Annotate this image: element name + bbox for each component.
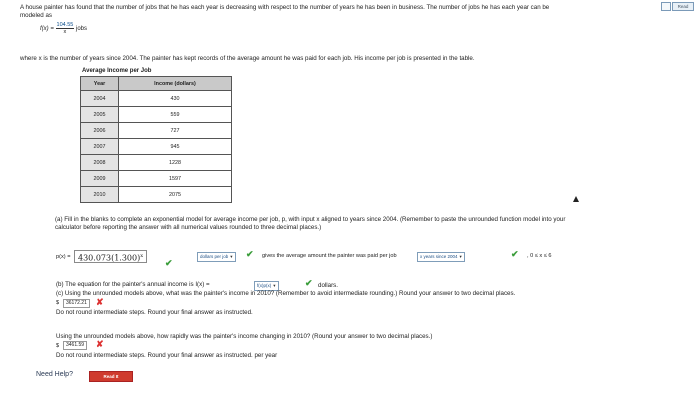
part-d-text: Using the unrounded models above, how rapidly was the painter's income changing in 2010? (Round your answer to two decimal places.) bbox=[56, 333, 433, 340]
gives-text: gives the average amount the painter was paid per job bbox=[262, 253, 397, 259]
cell-income: 2075 bbox=[118, 187, 231, 203]
chevron-down-icon: ▾ bbox=[273, 283, 276, 288]
p-model-input[interactable] bbox=[74, 250, 147, 263]
part-a-text: (a) Fill in the blanks to complete an exponential model for average income per job, p, with input x aligned to years since 2004. (Remember to paste the unrounded function model into your bbox=[55, 216, 566, 223]
rate-2010-input[interactable]: 3461.59 bbox=[63, 341, 87, 350]
part-a-text-line2: calculator before reporting the answer with all numerical values rounded to three decimal places.) bbox=[55, 224, 322, 231]
p-model-value: 430.073(1.300) bbox=[78, 253, 141, 263]
cell-income: 1597 bbox=[118, 171, 231, 187]
p-model-exponent: x bbox=[140, 253, 144, 259]
cell-income: 430 bbox=[118, 91, 231, 107]
cell-year: 2006 bbox=[81, 123, 119, 139]
part-d-note: Do not round intermediate steps. Round your final answer as instructed. per year bbox=[56, 352, 278, 359]
fx-denominator: x bbox=[63, 29, 67, 35]
units-select-value: dollars per job bbox=[200, 254, 229, 259]
check-icon: ✔ bbox=[305, 278, 313, 288]
cell-income: 1228 bbox=[118, 155, 231, 171]
check-icon: ✔ bbox=[165, 258, 173, 268]
table-row bbox=[81, 139, 232, 155]
chevron-down-icon: ▾ bbox=[459, 254, 462, 259]
header-income: Income (dollars) bbox=[118, 77, 231, 91]
problem-intro: A house painter has found that the number of jobs that he has each year is decreasing with respect to the number of years he has been in business. The number of jobs he has each year can be bbox=[20, 4, 550, 11]
incorrect-icon: ✘ bbox=[96, 297, 104, 307]
incorrect-icon: ✘ bbox=[96, 339, 104, 349]
currency-label: $ bbox=[56, 343, 60, 349]
units-select[interactable] bbox=[197, 252, 236, 262]
check-icon: ✔ bbox=[246, 249, 254, 259]
mouse-cursor-icon bbox=[573, 196, 579, 202]
currency-label: $ bbox=[56, 300, 60, 306]
check-icon: ✔ bbox=[511, 249, 519, 259]
income-table bbox=[80, 76, 232, 203]
problem-where: where x is the number of years since 2004. The painter has kept records of the average amount he was paid for each job. His income per job is presented in the table. bbox=[20, 55, 475, 62]
input-select[interactable] bbox=[417, 252, 465, 262]
table-row bbox=[81, 155, 232, 171]
fx-equation bbox=[40, 22, 87, 35]
read-it-button[interactable]: Read It bbox=[89, 371, 133, 382]
income-select-value: f(x)p(x) bbox=[257, 283, 272, 288]
table-row bbox=[81, 91, 232, 107]
part-b-units: dollars. bbox=[318, 282, 338, 289]
table-row bbox=[81, 107, 232, 123]
problem-intro-line2: modeled as bbox=[20, 12, 52, 19]
part-b-text: (b) The equation for the painter's annual income is I(x) = bbox=[56, 281, 210, 288]
header-year: Year bbox=[81, 77, 119, 91]
cell-year: 2010 bbox=[81, 187, 119, 203]
px-label: p(x) = bbox=[56, 254, 71, 260]
table-row bbox=[81, 123, 232, 139]
cell-year: 2009 bbox=[81, 171, 119, 187]
income-2010-input[interactable]: 36172.21 bbox=[63, 299, 90, 308]
fx-label: f(x) = bbox=[40, 26, 54, 33]
cell-income: 559 bbox=[118, 107, 231, 123]
cell-income: 727 bbox=[118, 123, 231, 139]
fx-fraction bbox=[56, 22, 75, 35]
cell-year: 2008 bbox=[81, 155, 119, 171]
chevron-down-icon: ▾ bbox=[230, 254, 233, 259]
fx-numerator: 104.55 bbox=[56, 22, 74, 28]
table-row bbox=[81, 187, 232, 203]
fx-units: jobs bbox=[76, 26, 88, 33]
cell-year: 2005 bbox=[81, 107, 119, 123]
input-select-value: x years since 2004 bbox=[420, 254, 458, 259]
part-c-note: Do not round intermediate steps. Round your final answer as instructed. bbox=[56, 309, 253, 316]
table-caption: Average Income per Job bbox=[82, 68, 152, 74]
cell-income: 945 bbox=[118, 139, 231, 155]
table-header-row bbox=[81, 77, 232, 91]
domain-text: , 0 ≤ x ≤ 6 bbox=[527, 253, 552, 259]
read-button[interactable]: Read bbox=[672, 2, 694, 11]
table-row bbox=[81, 171, 232, 187]
cell-year: 2004 bbox=[81, 91, 119, 107]
need-help-label: Need Help? bbox=[36, 371, 73, 378]
part-c-text: (c) Using the unrounded models above, what was the painter's income in 2010? (Remember to avoid intermediate rounding.) Round your answer to two decimal places. bbox=[56, 290, 516, 297]
cell-year: 2007 bbox=[81, 139, 119, 155]
